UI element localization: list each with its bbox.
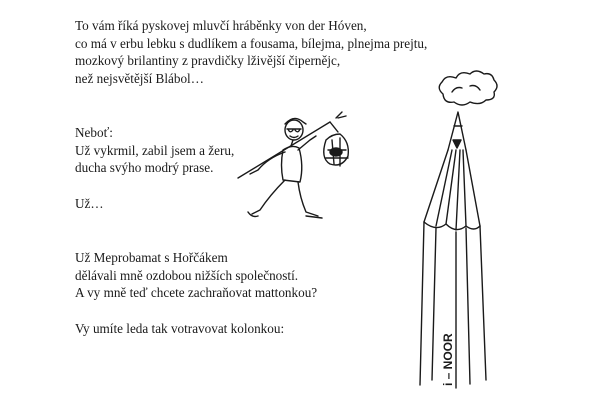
bindle-string xyxy=(330,122,338,132)
stanza-2-line-1: Neboť: xyxy=(75,125,113,140)
pencil-cone-lines xyxy=(436,150,466,230)
bindle-net xyxy=(326,138,348,166)
stanza-4-line-2: dělávali mně ozdobou nižších společností. xyxy=(75,267,299,283)
bindle-stick xyxy=(238,122,330,178)
man-glasses xyxy=(287,129,301,132)
man-torso xyxy=(282,146,302,182)
bindle-bag xyxy=(324,134,349,165)
man-foot-back xyxy=(248,212,258,217)
stanza-3-line-1: Už… xyxy=(75,196,104,211)
stanza-1-line-1: To vám říká pyskovej mluvčí hráběnky von der Hóven, xyxy=(75,18,367,33)
man-arm-back xyxy=(250,152,285,174)
man-head xyxy=(285,120,303,140)
stanza-2-line-3: ducha svýho modrý prase. xyxy=(75,160,214,175)
stanza-4 xyxy=(75,249,317,302)
pencil-cone-sides xyxy=(424,150,480,226)
pencil-side-right xyxy=(480,226,486,380)
pencil-facet-1 xyxy=(432,228,436,380)
stanza-5-line-1: Vy umíte leda tak votravovat kolonkou: xyxy=(75,321,285,336)
stanza-3 xyxy=(75,195,104,213)
bindle-contents xyxy=(330,148,342,156)
man-foot-front xyxy=(306,216,322,218)
pencil-drawing xyxy=(420,71,497,388)
pencil-lead xyxy=(453,140,461,148)
pencil-facet-3 xyxy=(466,228,470,384)
man-leg-back xyxy=(252,180,285,214)
stanza-1-line-2: co má v erbu lebku s dudlíkem a fousama, bílejma, plnejma prejtu, xyxy=(75,35,428,51)
stanza-1 xyxy=(75,17,427,87)
stanza-1-line-3: mozkový brilantiny z pravdičky lživější čiperněјc, xyxy=(75,53,341,68)
stanza-2 xyxy=(75,124,234,177)
smoke-cloud xyxy=(439,71,497,105)
stanza-4-line-1: Už Meprobamat s Hořčákem xyxy=(75,250,228,265)
bindle-knot xyxy=(336,112,346,118)
stanza-2-line-2: Už vykrmil, zabil jsem a žeru, xyxy=(75,142,235,158)
pencil-cone-edge xyxy=(424,222,480,230)
man-cap xyxy=(285,118,306,124)
stanza-5 xyxy=(75,320,284,338)
walking-man-drawing xyxy=(238,112,348,218)
smoke-swirls xyxy=(452,86,480,93)
man-mouth xyxy=(290,136,298,138)
pencil-brand-label: i – NOOR xyxy=(441,333,455,386)
pencil-side-left xyxy=(420,222,424,385)
man-arm-front xyxy=(298,136,316,150)
pencil-tip xyxy=(448,112,466,150)
man-leg-front xyxy=(298,182,318,216)
man-neck xyxy=(291,140,293,146)
stanza-1-line-4: než nejsvětější Blábol… xyxy=(75,70,204,86)
stanza-4-line-3: A vy mně teď chcete zachraňovat mattonkou? xyxy=(75,285,318,300)
